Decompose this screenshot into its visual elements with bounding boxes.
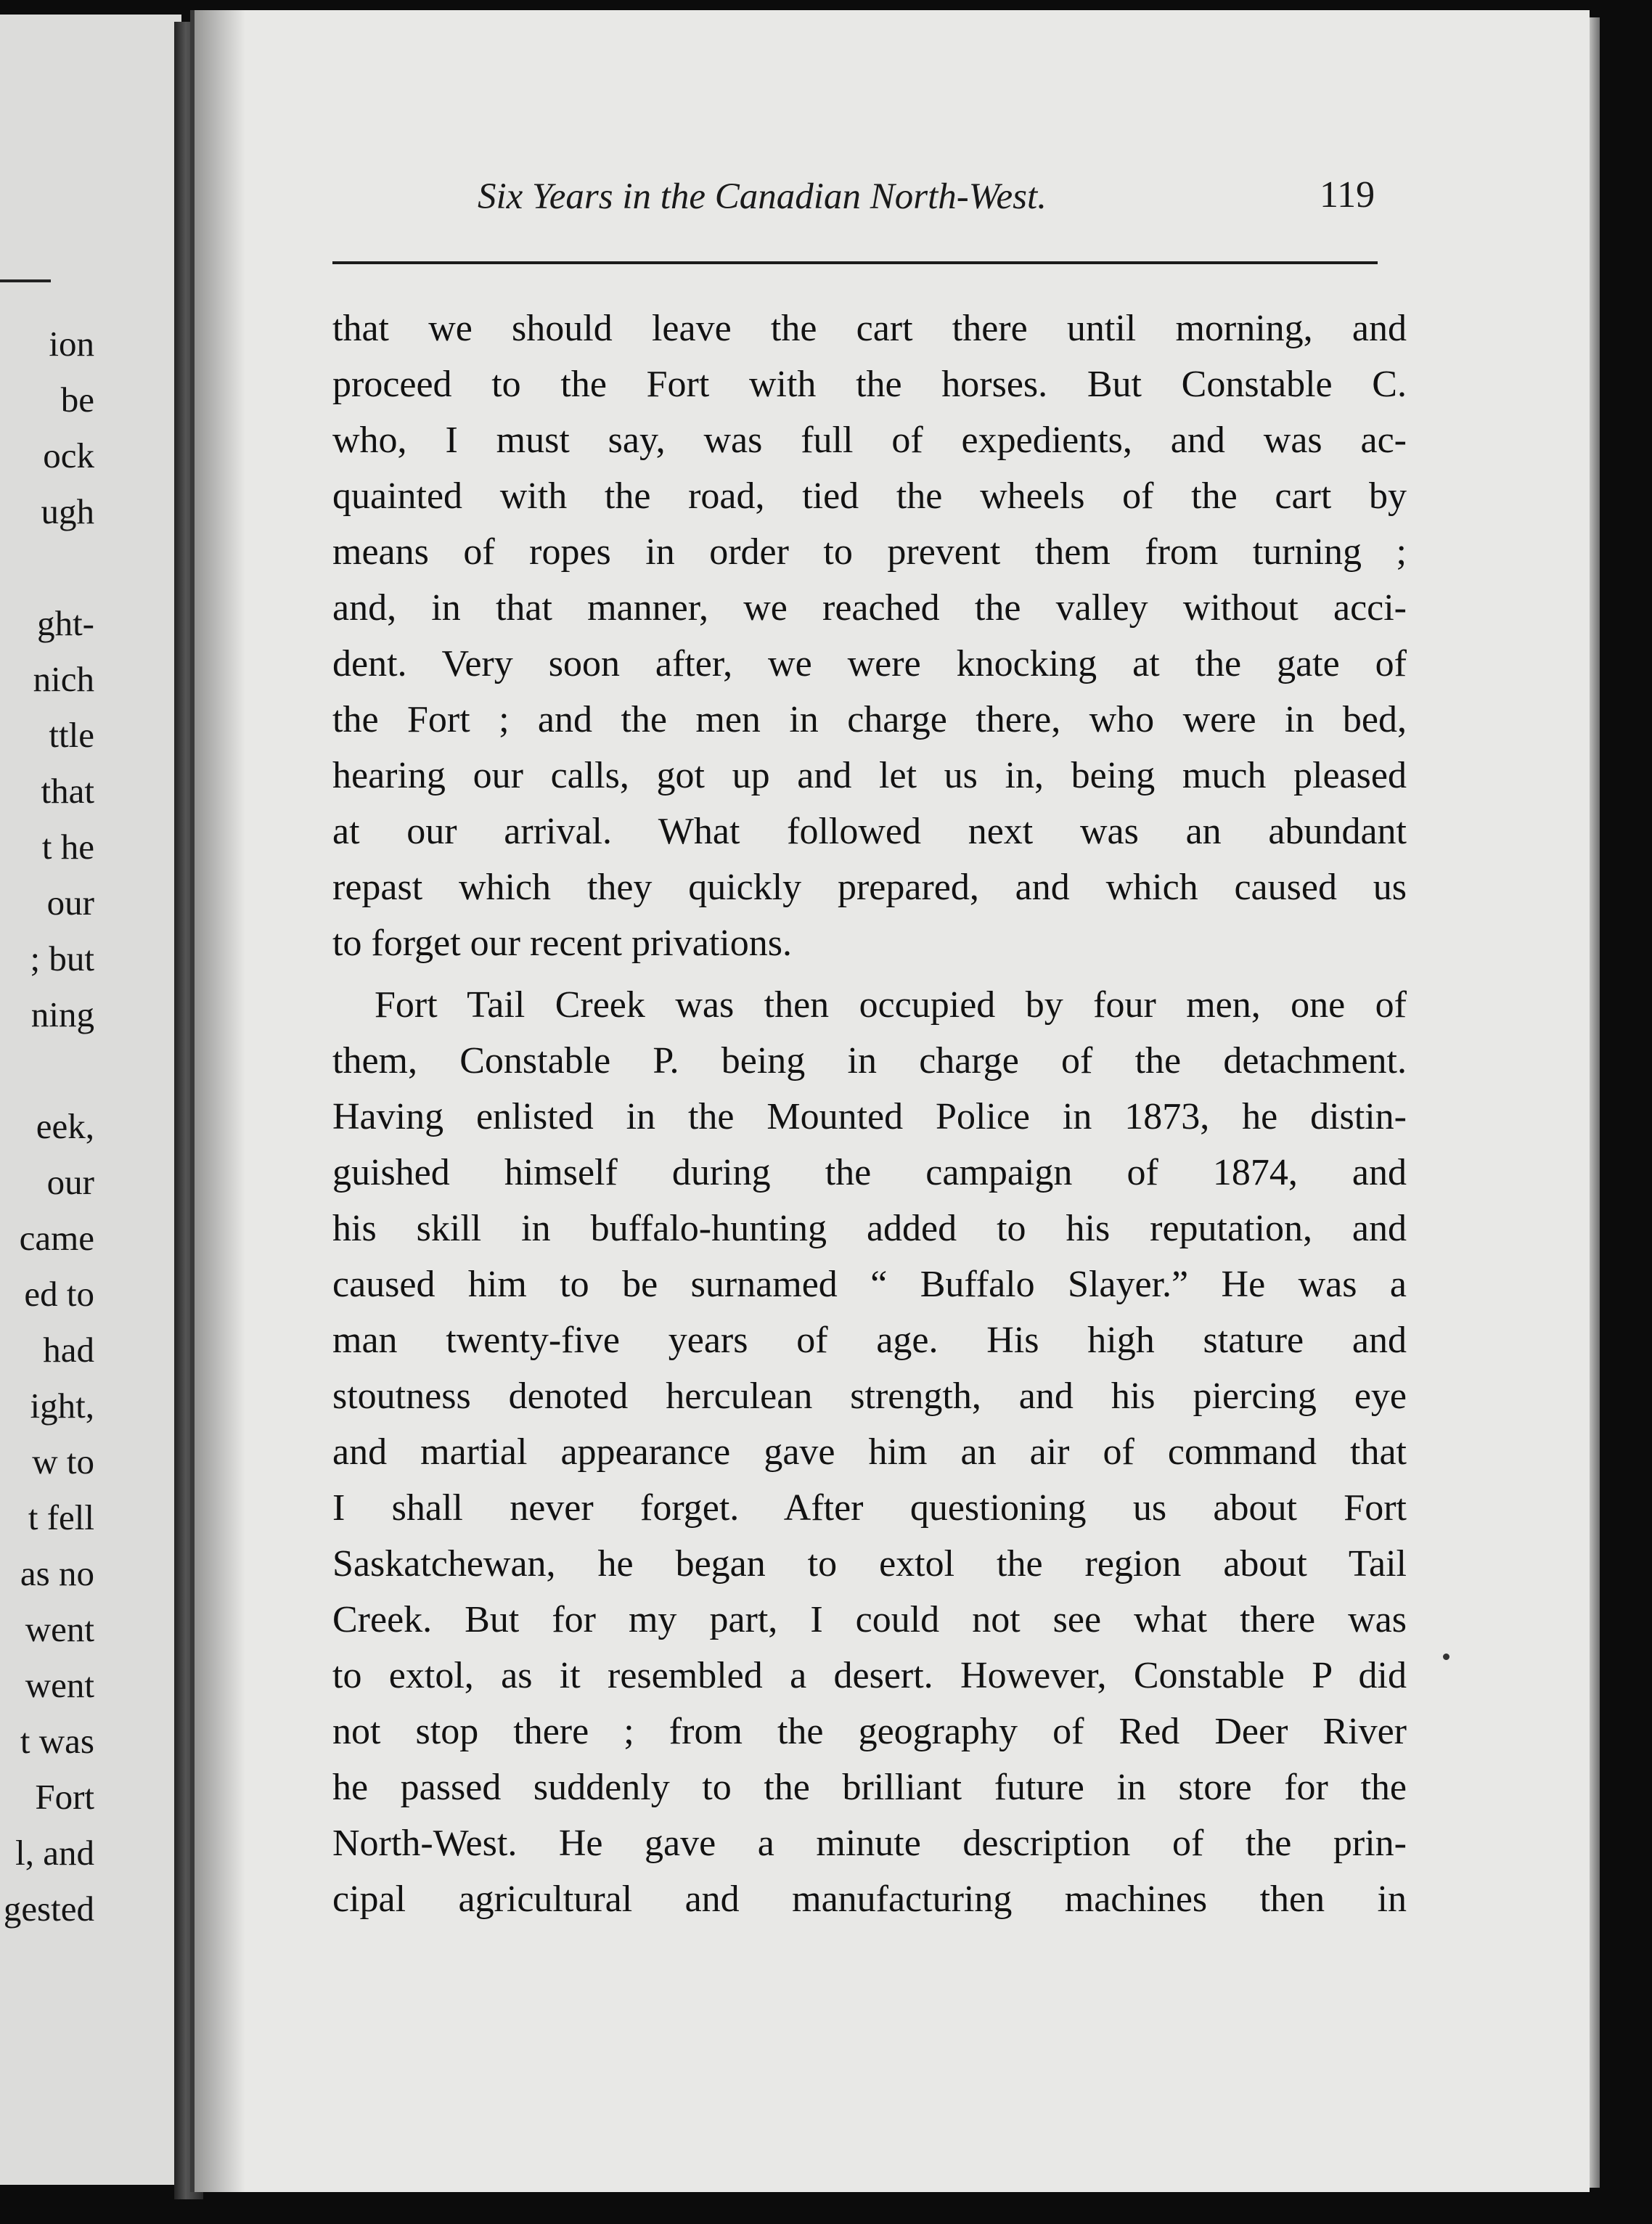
previous-page-line: that: [41, 771, 94, 811]
text-line: Creek. But for my part, I could not see what there was: [332, 1599, 1407, 1640]
text-line: not stop there ; from the geography of Red Deer River: [332, 1711, 1407, 1752]
text-line: his skill in buffalo-hunting added to his reputation, and: [332, 1208, 1407, 1249]
previous-page-line: went: [25, 1665, 94, 1705]
previous-page-rule: [0, 279, 51, 282]
previous-page-line: ion: [49, 324, 94, 364]
text-line: stoutness denoted herculean strength, and his piercing eye: [332, 1375, 1407, 1417]
text-line: means of ropes in order to prevent them from turning ;: [332, 531, 1407, 573]
previous-page-line: ; but: [30, 939, 94, 978]
text-line: at our arrival. What followed next was an abundant: [332, 811, 1407, 852]
previous-page-line: w to: [32, 1442, 94, 1481]
previous-page: [0, 15, 181, 2185]
text-line: to forget our recent privations.: [332, 923, 792, 964]
previous-page-line: came: [19, 1218, 94, 1258]
text-line: Having enlisted in the Mounted Police in 1873, he distin-: [332, 1096, 1407, 1137]
text-line: man twenty-five years of age. His high stature and: [332, 1320, 1407, 1361]
paragraph-1: [332, 301, 1407, 971]
paragraph-2: [332, 977, 1407, 1927]
previous-page-line: gested: [3, 1889, 94, 1929]
previous-page-line: ugh: [41, 491, 94, 531]
previous-page-line: went: [25, 1609, 94, 1649]
text-line: quainted with the road, tied the wheels of the cart by: [332, 475, 1407, 517]
text-line: and martial appearance gave him an air of command that: [332, 1431, 1407, 1473]
page-body: [332, 301, 1407, 1927]
text-line: Saskatchewan, he began to extol the region about Tail: [332, 1543, 1407, 1585]
previous-page-line: ttle: [49, 715, 94, 755]
text-line: who, I must say, was full of expedients, and was ac-: [332, 420, 1407, 461]
previous-page-line: ock: [43, 436, 94, 475]
text-line: dent. Very soon after, we were knocking at the gate of: [332, 643, 1407, 684]
previous-page-line: nich: [33, 659, 94, 699]
page-edge: [1590, 17, 1600, 2188]
text-line: to extol, as it resembled a desert. However, Constable P did: [332, 1655, 1407, 1696]
text-line: caused him to be surnamed “ Buffalo Slayer.” He was a: [332, 1264, 1407, 1305]
previous-page-line: our: [46, 1162, 94, 1202]
text-line: and, in that manner, we reached the valley without acci-: [332, 587, 1407, 629]
previous-page-line: had: [43, 1330, 94, 1370]
paper-speck: [1443, 1653, 1449, 1660]
text-line: hearing our calls, got up and let us in, being much pleased: [332, 755, 1407, 796]
previous-page-line: be: [60, 380, 94, 420]
text-line: the Fort ; and the men in charge there, who were in bed,: [332, 699, 1407, 740]
previous-page-line: Fort: [35, 1777, 94, 1817]
header-rule: [332, 261, 1378, 264]
text-line: Fort Tail Creek was then occupied by four men, one of: [375, 984, 1407, 1026]
paragraph-gap: [332, 971, 1407, 977]
text-line: proceed to the Fort with the horses. But Constable C.: [332, 364, 1407, 405]
previous-page-line: as no: [20, 1553, 94, 1593]
previous-page-line: t was: [20, 1721, 94, 1761]
text-line: that we should leave the cart there until morning, and: [332, 308, 1407, 349]
previous-page-line: ning: [30, 994, 94, 1034]
previous-page-line: ight,: [30, 1386, 94, 1426]
text-line: repast which they quickly prepared, and which caused us: [332, 867, 1407, 908]
text-line: North-West. He gave a minute description of the prin-: [332, 1823, 1407, 1864]
running-title: Six Years in the Canadian North-West.: [478, 176, 1047, 217]
book-page: [190, 10, 1590, 2192]
previous-page-line: t fell: [28, 1497, 94, 1537]
previous-page-line: l, and: [15, 1833, 94, 1873]
previous-page-line: t he: [41, 827, 94, 867]
text-line: he passed suddenly to the brilliant future in store for the: [332, 1767, 1407, 1808]
page-curve-shadow: [195, 10, 245, 2192]
text-line: cipal agricultural and manufacturing machines then in: [332, 1878, 1407, 1920]
previous-page-line: ed to: [24, 1274, 94, 1314]
text-line: I shall never forget. After questioning us about Fort: [332, 1487, 1407, 1529]
text-line: them, Constable P. being in charge of the detachment.: [332, 1040, 1407, 1082]
previous-page-line: our: [46, 883, 94, 923]
page-number: 119: [1320, 174, 1375, 216]
text-line: guished himself during the campaign of 1874, and: [332, 1152, 1407, 1193]
previous-page-line: eek,: [36, 1106, 94, 1146]
previous-page-line: ght-: [37, 603, 94, 643]
